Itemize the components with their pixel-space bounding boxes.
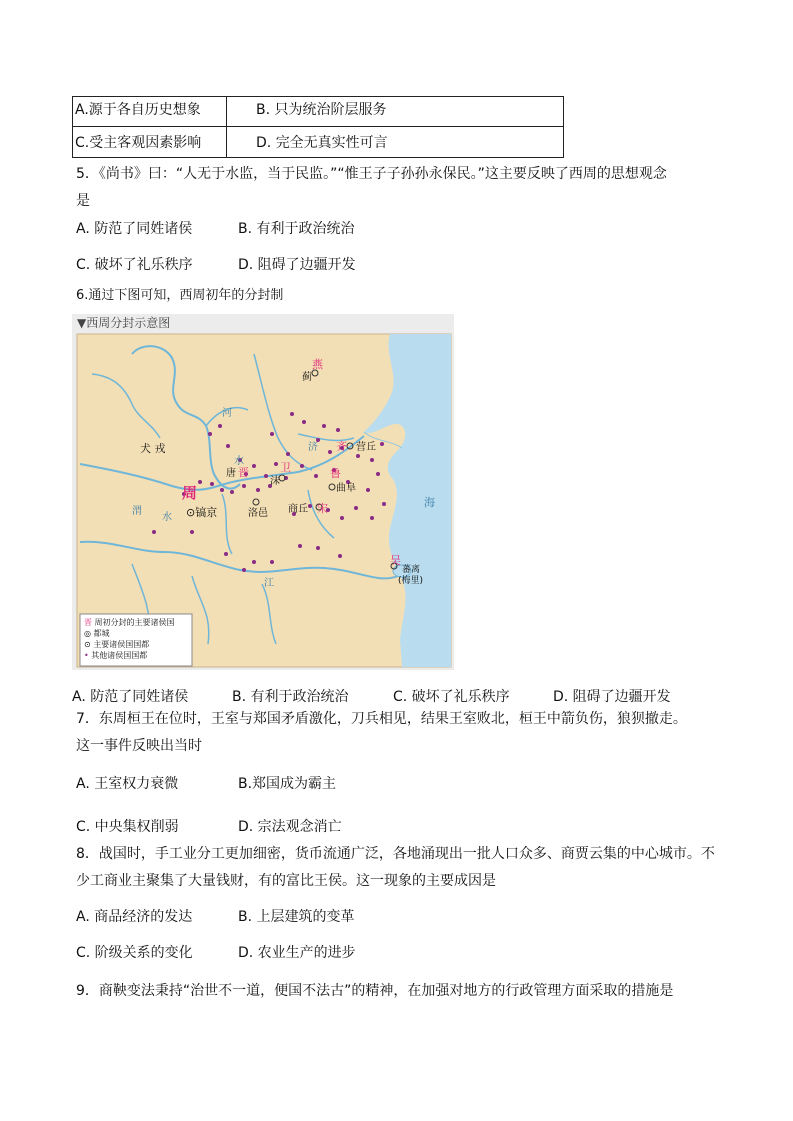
option-text: 完全无真实性可言: [275, 135, 388, 151]
label-meili: (梅里): [398, 576, 424, 586]
western-zhou-fief-map: [72, 314, 454, 670]
fief-dot: [224, 552, 228, 556]
q5-option-a: A. 防范了同姓诸侯: [76, 221, 193, 237]
label-haojing: ⊙镐京: [186, 506, 218, 519]
table-divider: [73, 126, 563, 127]
fief-dot: [382, 502, 386, 506]
fief-dot: [290, 412, 294, 416]
fief-dot: [218, 424, 222, 428]
legend-text: 都城: [93, 629, 110, 638]
fief-dot: [286, 452, 290, 456]
fief-dot: [190, 530, 194, 534]
fief-dot: [354, 506, 358, 510]
q7-option-d: D. 宗法观念消亡: [238, 819, 342, 835]
q8-stem-continued: 少工商业主聚集了大量钱财，有的富比王侯。这一现象的主要成因是: [76, 873, 496, 889]
q7-option-a: A. 王室权力衰微: [76, 776, 179, 792]
label-zhou: 周: [182, 484, 198, 502]
fief-dot: [270, 432, 274, 436]
fief-dot: [336, 428, 340, 432]
legend-item: [84, 617, 175, 628]
fief-dot: [208, 432, 212, 436]
legend-item: [84, 650, 175, 661]
label-wu: 吴: [390, 554, 401, 567]
fief-dot: [230, 490, 234, 494]
fief-dot: [242, 568, 246, 572]
option-text: 只为统治阶层服务: [274, 102, 387, 118]
legend-symbol: ◎: [84, 629, 91, 638]
q6-option-c: C. 破坏了礼乐秩序: [393, 689, 510, 705]
map-title: ▼西周分封示意图: [77, 316, 171, 330]
legend-symbol: 晋: [84, 618, 92, 627]
label-zhao: 沫: [270, 476, 280, 487]
q8-option-c: C. 阶级关系的变化: [76, 945, 193, 961]
fief-dot: [370, 516, 374, 520]
q4-option-a: [75, 101, 201, 119]
q9-stem: 9．商鞅变法秉持“治世不一道，便国不法古”的精神，在加强对地方的行政管理方面采取的措施是: [76, 983, 674, 999]
label-tang: 唐: [226, 468, 236, 479]
q6-option-d: D. 阻碍了边疆开发: [553, 689, 671, 705]
fief-dot: [256, 488, 260, 492]
q5-option-c: C. 破坏了礼乐秩序: [76, 257, 193, 273]
q7-option-b: B.郑国成为霸主: [238, 776, 337, 792]
label-lu: 鲁: [330, 467, 341, 480]
fief-dot: [300, 464, 304, 468]
q4-option-c: [75, 134, 201, 152]
legend-symbol: ⊙: [84, 640, 91, 649]
label-he-river: 河: [222, 408, 232, 419]
fief-dot: [252, 464, 256, 468]
option-text: 受主客观因素影响: [89, 135, 202, 151]
fief-dot: [316, 546, 320, 550]
table-divider: [226, 97, 227, 157]
q8-option-a: A. 商品经济的发达: [76, 909, 193, 925]
fief-dot: [340, 516, 344, 520]
fief-dot: [338, 554, 342, 558]
label-sea: 海: [424, 496, 435, 509]
label-qi: 齐: [336, 440, 347, 453]
fief-dot: [274, 462, 278, 466]
fief-dot: [298, 544, 302, 548]
q5-option-b: B. 有利于政治统治: [238, 221, 355, 237]
label-yan: 燕: [312, 358, 323, 371]
legend-item: [84, 639, 175, 650]
label-shui-1: 水: [162, 512, 172, 523]
legend-text: 周初分封的主要诸侯国: [94, 618, 175, 627]
q5-stem-continued: 是: [76, 193, 90, 209]
fief-dot: [152, 530, 156, 534]
fief-dot: [226, 444, 230, 448]
label-qufu: 曲阜: [336, 483, 356, 494]
q7-stem: 7．东周桓王在位时，王室与郑国矛盾激化，刀兵相见，结果王室败北，桓王中箭负伤，狼狈撤走。: [76, 711, 687, 727]
fief-dot: [270, 560, 274, 564]
fief-dot: [252, 560, 256, 564]
q7-option-c: C. 中央集权削弱: [76, 819, 179, 835]
legend-text: 主要诸侯国国都: [93, 640, 150, 649]
fief-dot: [370, 458, 374, 462]
label-fanli: 蕃离: [402, 565, 421, 575]
option-letter: A.: [75, 102, 89, 118]
fief-dot: [322, 424, 326, 428]
fief-dot: [366, 488, 370, 492]
label-quanrong: 犬 戎: [140, 442, 166, 455]
label-song: 宋: [317, 502, 328, 515]
q7-stem-continued: 这一事件反映出当时: [76, 738, 202, 754]
option-letter: D.: [256, 135, 272, 151]
legend-text: 其他诸侯国国都: [91, 651, 148, 660]
q5-option-d: D. 阻碍了边疆开发: [238, 257, 356, 273]
fief-dot: [198, 480, 202, 484]
q5-stem: 5．《尚书》曰：“人无于水监，当于民监。”“惟王子子孙孙永保民。”这主要反映了西周的思想观念: [76, 166, 667, 182]
option-letter: C.: [75, 135, 90, 151]
label-shangqiu: 商丘: [288, 504, 308, 515]
fief-dot: [314, 474, 318, 478]
q4-option-d: [256, 134, 388, 152]
fief-dot: [220, 488, 224, 492]
fief-dot: [356, 454, 360, 458]
fief-dot: [328, 450, 332, 454]
map-legend: [84, 617, 175, 661]
fief-dot: [380, 442, 384, 446]
label-ji-river: 济: [308, 442, 318, 453]
label-luoyi: 洛邑: [248, 508, 268, 519]
legend-item: [84, 628, 175, 639]
fief-dot: [242, 484, 246, 488]
q8-stem: 8．战国时，手工业分工更加细密，货币流通广泛，各地涌现出一批人口众多、商贾云集的中心城市。不: [76, 846, 715, 862]
label-shui-2: 水: [234, 456, 244, 467]
q8-option-b: B. 上层建筑的变革: [238, 909, 355, 925]
q6-option-b: B. 有利于政治统治: [232, 689, 349, 705]
label-jin: 晋: [238, 466, 249, 479]
label-wei: 卫: [280, 461, 291, 474]
fief-dot: [376, 472, 380, 476]
q4-option-b: [256, 101, 387, 119]
q6-option-a: A. 防范了同姓诸侯: [72, 689, 189, 705]
q4-options-table: [72, 96, 564, 158]
q6-stem: 6.通过下图可知，西周初年的分封制: [76, 288, 284, 303]
q8-option-d: D. 农业生产的进步: [238, 945, 356, 961]
fief-dot: [308, 504, 312, 508]
label-ji: 蓟: [302, 372, 312, 383]
option-text: 源于各自历史想象: [88, 102, 201, 118]
label-jiang: 江: [264, 578, 274, 589]
label-wei-river: 渭: [132, 506, 142, 517]
fief-dot: [210, 482, 214, 486]
legend-symbol: •: [84, 651, 89, 660]
label-yingqiu: 营丘: [356, 442, 376, 453]
fief-dot: [264, 474, 268, 478]
option-letter: B.: [256, 102, 271, 118]
fief-dot: [302, 420, 306, 424]
